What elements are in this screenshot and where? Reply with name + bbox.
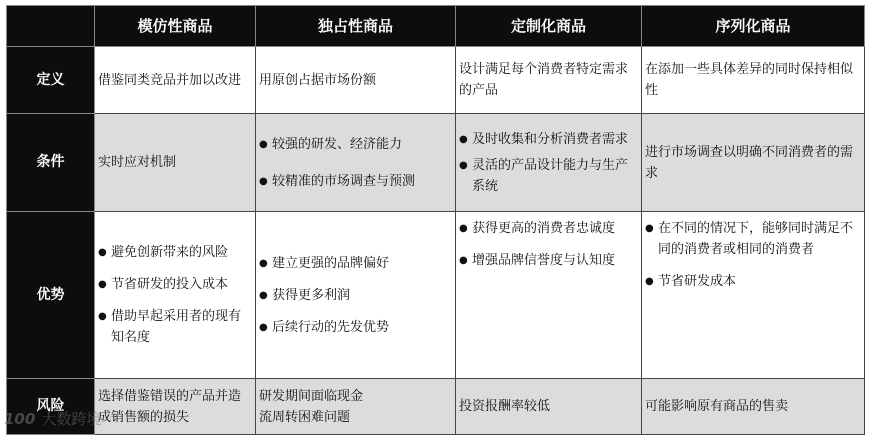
list-item: ● 灵活的产品设计能力与生产系统 — [459, 155, 638, 197]
conditions-serialized: 进行市场调查以明确不同消费者的需求 — [642, 114, 865, 212]
definition-serialized: 在添加一些具体差异的同时保持相似性 — [642, 47, 865, 114]
list-item: ● 避免创新带来的风险 — [98, 242, 252, 263]
conditions-exclusive — [256, 114, 456, 212]
list-item: ● 后续行动的先发优势 — [259, 317, 452, 338]
table-row-advantages — [7, 212, 865, 379]
list-item: ● 节省研发成本 — [645, 271, 861, 292]
list-item: ● 较精准的市场调查与预测 — [259, 171, 452, 192]
table-row-definition — [7, 47, 865, 114]
header-corner — [7, 6, 95, 47]
list-item: ● 增强品牌信誉度与认知度 — [459, 250, 638, 271]
definition-exclusive: 用原创占据市场份额 — [256, 47, 456, 114]
risks-customized: 投资报酬率较低 — [456, 379, 642, 435]
list-item: ● 借助早起采用者的现有知名度 — [98, 306, 252, 348]
table-row-risks — [7, 379, 865, 435]
row-label-conditions: 条件 — [7, 114, 95, 212]
definition-customized: 设计满足每个消费者特定需求的产品 — [456, 47, 642, 114]
header-row — [7, 6, 865, 47]
header-customized: 定制化商品 — [456, 6, 642, 47]
watermark — [4, 408, 101, 429]
risks-serialized: 可能影响原有商品的售卖 — [642, 379, 865, 435]
row-label-risks: 风险 — [7, 379, 95, 435]
conditions-imitative: 实时应对机制 — [95, 114, 256, 212]
advantages-imitative — [95, 212, 256, 379]
definition-imitative: 借鉴同类竞品并加以改进 — [95, 47, 256, 114]
header-exclusive: 独占性商品 — [256, 6, 456, 47]
list-item: ● 较强的研发、经济能力 — [259, 134, 452, 155]
advantages-exclusive — [256, 212, 456, 379]
conditions-customized — [456, 114, 642, 212]
list-item: ● 建立更强的品牌偏好 — [259, 253, 452, 274]
risks-exclusive-line-2: 流周转困难问题 — [259, 409, 351, 425]
list-item: ● 及时收集和分析消费者需求 — [459, 129, 638, 150]
advantages-serialized — [642, 212, 865, 379]
risks-imitative: 选择借鉴错误的产品并造成销售额的损失 — [95, 379, 256, 435]
comparison-table — [6, 5, 865, 435]
watermark-text: 大数跨境 — [41, 410, 102, 428]
list-item: ● 获得更高的消费者忠诚度 — [459, 218, 638, 239]
header-imitative: 模仿性商品 — [95, 6, 256, 47]
row-label-definition: 定义 — [7, 47, 95, 114]
watermark-logo: 100 — [4, 410, 36, 428]
row-label-advantages: 优势 — [7, 212, 95, 379]
risks-exclusive-line-1: 研发期间面临现金 — [259, 388, 364, 404]
list-item: ● 节省研发的投入成本 — [98, 274, 252, 295]
advantages-customized — [456, 212, 642, 379]
list-item: ● 在不同的情况下，能够同时满足不同的消费者或相同的消费者 — [645, 218, 861, 260]
table-row-conditions — [7, 114, 865, 212]
list-item: ● 获得更多利润 — [259, 285, 452, 306]
header-serialized: 序列化商品 — [642, 6, 865, 47]
risks-exclusive — [256, 379, 456, 435]
